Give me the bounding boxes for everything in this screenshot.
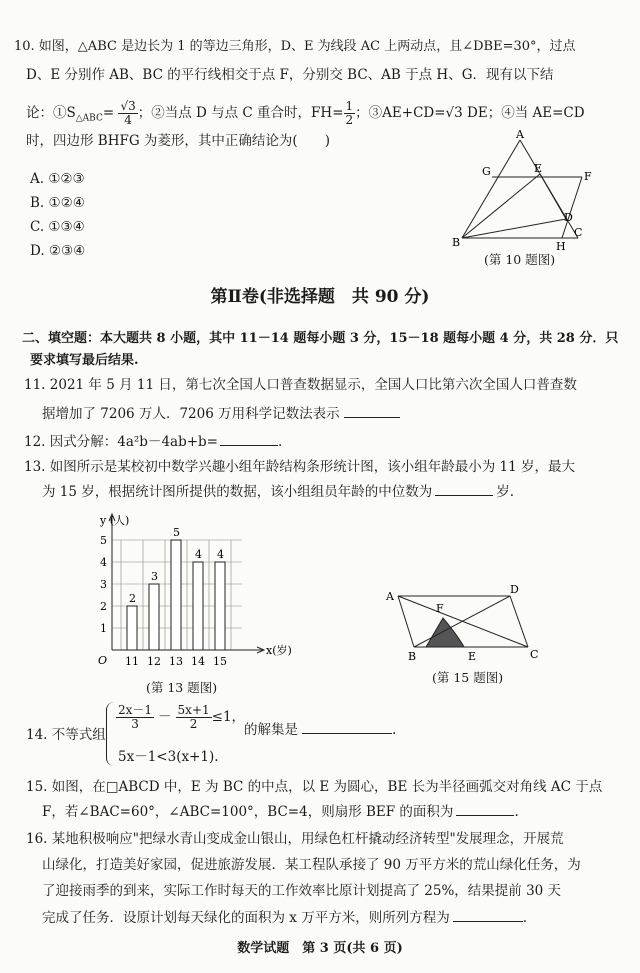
q10-line3-a: 论：①S (26, 105, 76, 121)
q13-answer-blank[interactable] (435, 482, 493, 496)
q10-line3-sub: △ABC (75, 113, 103, 124)
q10-label-h: H (556, 240, 566, 253)
q13-line2 (42, 482, 514, 501)
x-tick-label: 13 (169, 655, 183, 668)
q10-line4: 时，四边形 BHFG 为菱形，其中正确结论为( ) (26, 133, 330, 149)
y-tick-label: 3 (100, 578, 107, 591)
q15-figure (378, 582, 548, 668)
q11-line2 (42, 404, 400, 423)
q14-frac2-num: 5x+1 (177, 703, 210, 717)
q14-row2: 5x－1<3(x+1). (118, 749, 219, 765)
x-tick-label: 14 (191, 655, 205, 668)
q13-line2-text: 为 15 岁，根据统计图所提供的数据，该小组组员年龄的中位数为 (42, 484, 433, 500)
q10-line3-c: ；②当点 D 与点 C 重合时，FH= (137, 105, 344, 121)
q16-end: . (522, 910, 527, 926)
y-tick-label: 5 (100, 534, 107, 547)
q11-answer-blank[interactable] (344, 404, 400, 418)
q14-end: . (392, 722, 397, 738)
section2-instr-2: 要求填写最后结果. (30, 353, 139, 368)
q15-label-e: E (468, 650, 477, 663)
q10-line3-d: ；③AE+CD=√3 DE；④当 AE=CD (355, 105, 585, 121)
q10-option-d: D. ②③④ (30, 243, 86, 259)
q15-label-a: A (386, 590, 394, 603)
q10-option-b: B. ①②④ (30, 195, 85, 211)
data-label: 5 (173, 526, 180, 539)
q14-row1-minus: － (158, 709, 172, 725)
y-tick-label: 1 (100, 622, 107, 635)
q10-frac2-num: 1 (345, 99, 354, 113)
q10-label-b: B (452, 236, 461, 249)
q16-line1: 16. 某地积极响应"把绿水青山变成金山银山，用绿色杠杆撬动经济转型"发展理念，开展荒 (26, 831, 564, 847)
bar (149, 584, 159, 650)
q15-line2 (42, 802, 519, 821)
q12-end: . (278, 434, 283, 450)
q14-row1-end: ≤1， (211, 709, 246, 725)
q10-frac1-num: √3 (120, 99, 136, 113)
section-title: 第Ⅱ卷(非选择题 共 90 分) (210, 287, 430, 307)
q10-line1: 10. 如图，△ABC 是边长为 1 的等边三角形，D、E 为线段 AC 上两动点，且∠DBE=30°，过点 (14, 39, 576, 54)
q15-diag-bd (414, 596, 510, 647)
q10-option-a: A. ①②③ (30, 171, 85, 187)
q14-suffix: 的解集是 (244, 722, 298, 738)
q15-sector-bef (426, 618, 464, 647)
q13-caption: (第 13 题图) (146, 680, 218, 695)
q13-line1: 13. 如图所示是某校初中数学兴趣小组年龄结构条形统计图，该小组年龄最小为 11 岁，最大 (24, 459, 576, 475)
data-label: 2 (129, 592, 136, 605)
y-tick-label: 4 (100, 556, 107, 569)
q14-frac1 (116, 704, 154, 731)
y-tick-label: 2 (100, 600, 107, 613)
q16-answer-blank[interactable] (453, 908, 523, 922)
x-tick-label: 11 (125, 655, 139, 668)
q10-line-be (462, 174, 540, 238)
q15-caption: (第 15 题图) (432, 670, 504, 685)
q15-answer-blank[interactable] (456, 802, 514, 816)
q15-label-c: C (530, 648, 539, 661)
q16-line4 (42, 908, 527, 927)
q10-option-c: C. ①③④ (30, 219, 85, 235)
q14-row1 (116, 704, 245, 731)
q10-caption: (第 10 题图) (484, 252, 556, 267)
q14-frac2-den: 2 (189, 717, 198, 731)
q10-frac2-den: 2 (345, 113, 354, 127)
page-footer: 数学试题 第 3 页(共 6 页) (237, 941, 403, 956)
q16-line2: 山绿化，打造美好家园，促进旅游发展．某工程队承接了 90 万平方米的荒山绿化任务，为 (42, 857, 581, 873)
q14-frac2 (176, 704, 212, 731)
q13-bar-chart (86, 510, 310, 672)
q11-line1: 11. 2021 年 5 月 11 日，第七次全国人口普查数据显示，全国人口比第六次全国人口普查数 (24, 377, 577, 393)
y-axis-label: y (人) (100, 514, 130, 527)
q16-line3: 了迎接雨季的到来，实际工作时每天的工作效率比原计划提高了 25%，结果提前 30 天 (42, 883, 562, 899)
q10-label-g: G (482, 165, 491, 178)
bar (171, 540, 181, 650)
bar (193, 562, 203, 650)
q10-line3-b: = (102, 105, 115, 121)
bar (215, 562, 225, 650)
q15-side-ab (398, 596, 414, 647)
q15-label-b: B (408, 650, 417, 663)
x-axis-label: x(岁) (266, 644, 292, 657)
q10-frac1-den: 4 (124, 113, 132, 127)
origin-label: O (98, 654, 108, 667)
q10-figure (450, 128, 600, 268)
section2-instr-1: 二、填空题：本大题共 8 小题，其中 11－14 题每小题 3 分，15－18 题每小题 4 分，共 28 分．只 (22, 331, 619, 346)
q10-label-d: D (564, 211, 573, 224)
q15-side-dc (510, 596, 528, 647)
q14-suffix-line (244, 720, 396, 739)
q10-label-a: A (516, 128, 524, 141)
q10-frac2 (344, 100, 356, 127)
q14-answer-blank[interactable] (302, 720, 392, 734)
q14-prefix: 14. 不等式组 (26, 727, 106, 743)
q12-line (24, 432, 282, 451)
x-tick-label: 15 (213, 655, 227, 668)
x-tick-label: 12 (147, 655, 161, 668)
q10-label-f: F (584, 170, 592, 183)
q15-line2-text: F，若∠BAC=60°，∠ABC=100°，BC=4，则扇形 BEF 的面积为 (42, 804, 454, 820)
q10-line-bd (462, 219, 566, 238)
q12-text: 12. 因式分解：4a²b－4ab+b= (24, 434, 218, 450)
q10-label-c: C (574, 226, 583, 239)
q15-label-d: D (510, 583, 519, 596)
bar (127, 606, 137, 650)
q10-label-e: E (534, 162, 543, 175)
q14-frac1-den: 3 (131, 717, 139, 731)
data-label: 4 (217, 548, 224, 561)
q11-line2-text: 据增加了 7206 万人．7206 万用科学记数法表示 (42, 406, 340, 422)
q13-line2-end: 岁. (496, 484, 515, 500)
data-label: 4 (195, 548, 202, 561)
q10-frac1 (118, 100, 137, 127)
q12-answer-blank[interactable] (220, 432, 278, 446)
q14-frac1-num: 2x－1 (118, 703, 153, 717)
q10-side-ab (462, 140, 520, 238)
q15-end: . (514, 804, 519, 820)
q10-line3 (26, 100, 585, 128)
data-label: 3 (151, 570, 158, 583)
q15-label-f: F (436, 602, 444, 615)
q16-line4-text: 完成了任务．设原计划每天绿化的面积为 x 万平方米，则所列方程为 (42, 910, 450, 926)
q10-line-ed (540, 174, 566, 219)
q15-line1: 15. 如图，在□ABCD 中，E 为 BC 的中点，以 E 为圆心，BE 长为半径画弧交对角线 AC 于点 (26, 779, 603, 795)
q10-line2: D、E 分别作 AB、BC 的平行线相交于点 F，分别交 BC、AB 于点 H、G．现有以下结 (26, 67, 554, 83)
